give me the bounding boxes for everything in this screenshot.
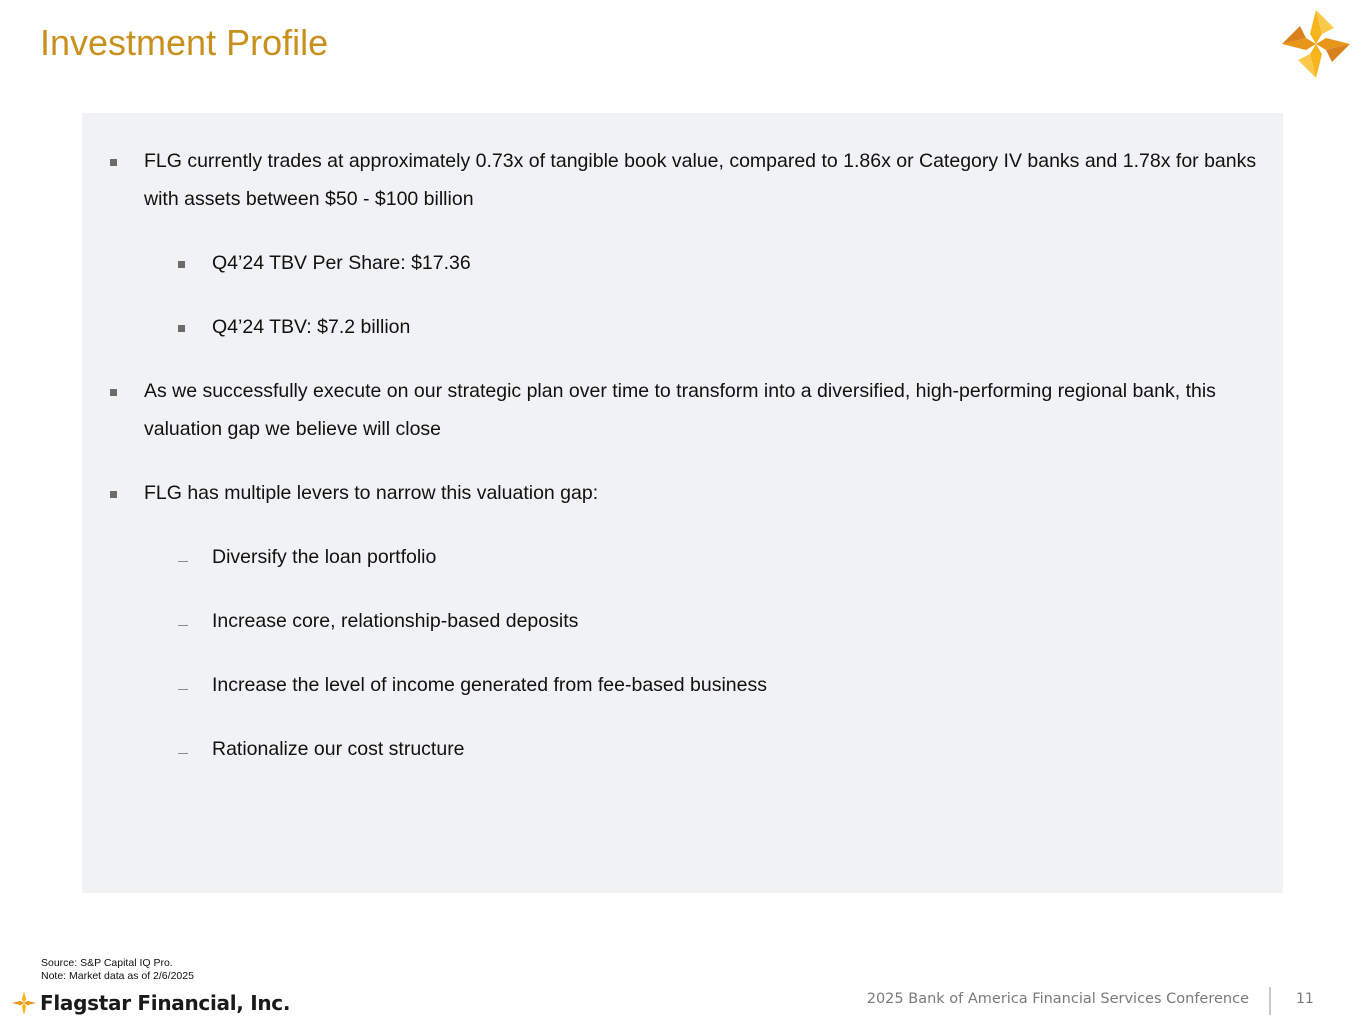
square-bullet-icon: [110, 491, 117, 498]
page-number: 11: [1296, 991, 1314, 1007]
bullet-strategic-plan: As we successfully execute on our strategic plan over time to transform into a diversified, high-performing regional bank, this valuation gap we believe will close: [144, 380, 1216, 440]
flagstar-star-icon: [1282, 10, 1350, 78]
dash-bullet-icon: [178, 561, 188, 562]
company-brand: [12, 989, 290, 1017]
flagstar-small-star-icon: [12, 991, 36, 1015]
slide-title: Investment Profile: [40, 22, 329, 63]
sub-bullet-tbv-total: Q4’24 TBV: $7.2 billion: [212, 316, 411, 338]
lever-fee-income: Increase the level of income generated from fee-based business: [212, 674, 767, 696]
square-bullet-icon: [110, 389, 117, 396]
lever-cost-structure: Rationalize our cost structure: [212, 738, 465, 760]
source-note: Source: S&P Capital IQ Pro.: [41, 957, 173, 969]
market-data-note: Note: Market data as of 2/6/2025: [41, 970, 194, 982]
conference-name: 2025 Bank of America Financial Services Conference: [866, 991, 1249, 1007]
footer-divider: [1269, 987, 1271, 1015]
square-bullet-icon: [178, 325, 185, 332]
dash-bullet-icon: [178, 753, 188, 754]
dash-bullet-icon: [178, 625, 188, 626]
bullet-tbv-comparison: FLG currently trades at approximately 0.73x of tangible book value, compared to 1.86x or Category IV banks and 1.78x for banks with assets between $50 - $100 billion: [144, 150, 1257, 210]
sub-bullet-tbv-per-share: Q4’24 TBV Per Share: $17.36: [212, 252, 471, 274]
lever-diversify-loans: Diversify the loan portfolio: [212, 546, 437, 568]
bullet-valuation-levers: FLG has multiple levers to narrow this valuation gap:: [144, 482, 599, 504]
company-name: Flagstar Financial, Inc.: [40, 991, 291, 1015]
lever-increase-deposits: Increase core, relationship-based deposits: [212, 610, 579, 632]
dash-bullet-icon: [178, 689, 188, 690]
square-bullet-icon: [110, 159, 117, 166]
square-bullet-icon: [178, 261, 185, 268]
